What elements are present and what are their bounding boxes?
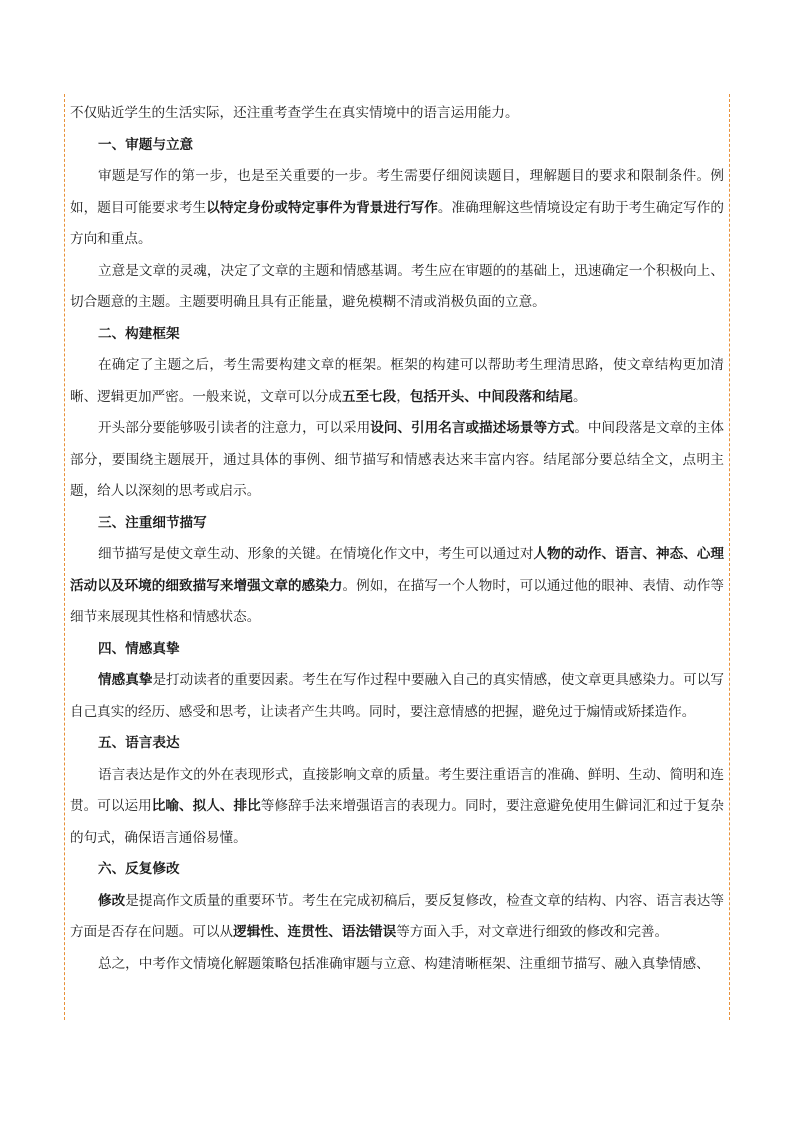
text-run: 是打动读者的重要因素。考生在写作过程中要融入自己的真实情感，使文章更具感染力。可以写自己真实的经历、感受和思考，让读者产生共鸣。同时，要注意情感的把握，避免过于煽情或矫揉造作。 [70,672,724,720]
text-run: 不仅贴近学生的生活实际，还注重考查学生在真实情境中的语言运用能力。 [70,105,519,121]
section-heading: 一、审题与立意 [98,136,194,153]
section-heading: 六、反复修改 [98,861,180,877]
body-paragraph [70,413,724,508]
body-paragraph [70,256,724,319]
body-paragraph [70,949,724,981]
text-run: 立意是文章的灵魂，决定了文章的主题和情感基调。考生应在审题的的基础上，迅速确定一个积极向上、切合题意的主题。主题要明确且具有正能量，避免模糊不清或消极负面的立意。 [70,262,724,310]
left-dashed-border [64,94,65,1020]
section-heading: 三、注重细节描写 [98,514,207,531]
text-run: 细节描写是使文章生动、形象的关键。在情境化作文中，考生可以通过对 [98,546,534,562]
bold-phrase: 逻辑性、连贯性、语法错误 [233,924,397,940]
text-run: 。 [572,388,587,405]
text-run: 语言表达是作文的外在表现形式，直接影响文章的质量。考生要注重语言的准确、鲜明、生动、简明和连贯。可以运用 [70,766,724,814]
body-paragraph [70,886,724,949]
text-run: 等修辞手法来增强语言的表现力。同时，要注意避免使用生僻词汇和过于复杂的句式，确保语言通俗易懂。 [70,798,725,846]
section-heading: 二、构建框架 [98,325,180,342]
bold-phrase: 包括开头、中间段落和结尾 [409,388,573,405]
bold-phrase: 以特定身份或特定事件为背景进行写作 [206,199,438,216]
text-run: 审题是写作的第一步，也是至关重要的一步。考生需要仔细阅读题目，理解题目的要求和限制条件。例如，题目可能要求考生 [70,168,724,216]
section-heading: 五、语言表达 [98,735,180,751]
text-run: 。中间段落是文章的主体部分，要围绕主题展开，通过具体的事例、细节描写和情感表达来丰富内容。结尾部分要总结全文，点明主题，给人以深刻的思考或启示。 [70,420,725,499]
body-paragraph [70,98,724,130]
bold-phrase: 五至七段 [341,388,397,405]
section-heading: 四、情感真挚 [98,640,180,657]
right-dashed-border [729,94,730,1020]
text-run: 。例如，在描写一个人物时，可以通过他的眼神、表情、动作等细节来展现其性格和情感状态。 [70,577,725,625]
text-run: 开头部分要能够吸引读者的注意力，可以采用 [98,420,371,436]
body-paragraph [70,350,724,413]
bold-phrase: 人物的动作、语言、神态、心理活动以及环境的细致描写来增强文章的感染力 [70,546,725,594]
bold-phrase: 修改 [98,892,126,909]
document-body [70,98,724,980]
text-run: 。准确理解这些情境设定有助于考生确定写作的方向和重点。 [70,199,725,247]
body-paragraph [70,760,724,855]
text-run: 等方面入手，对文章进行细致的修改和完善。 [396,924,669,940]
bold-phrase: 情感真挚 [98,672,153,688]
bold-phrase: 设问、引用名言或描述场景等方式 [370,420,575,436]
text-run: 总之，中考作文情境化解题策略包括准确审题与立意、构建清晰框架、注重细节描写、融入真挚情感、 [98,955,710,972]
text-run: ， [396,388,410,405]
text-run: 在确定了主题之后，考生需要构建文章的框架。框架的构建可以帮助考生理清思路，使文章结构更加清晰、逻辑更加严密。一般来说，文章可以分成 [70,357,724,405]
text-run: 是提高作文质量的重要环节。考生在完成初稿后，要反复修改，检查文章的结构、内容、语言表达等方面是否存在问题。可以从 [70,892,724,940]
body-paragraph [70,539,724,634]
bold-phrase: 比喻、拟人、排比 [151,798,261,814]
body-paragraph [70,665,724,728]
body-paragraph [70,161,724,256]
